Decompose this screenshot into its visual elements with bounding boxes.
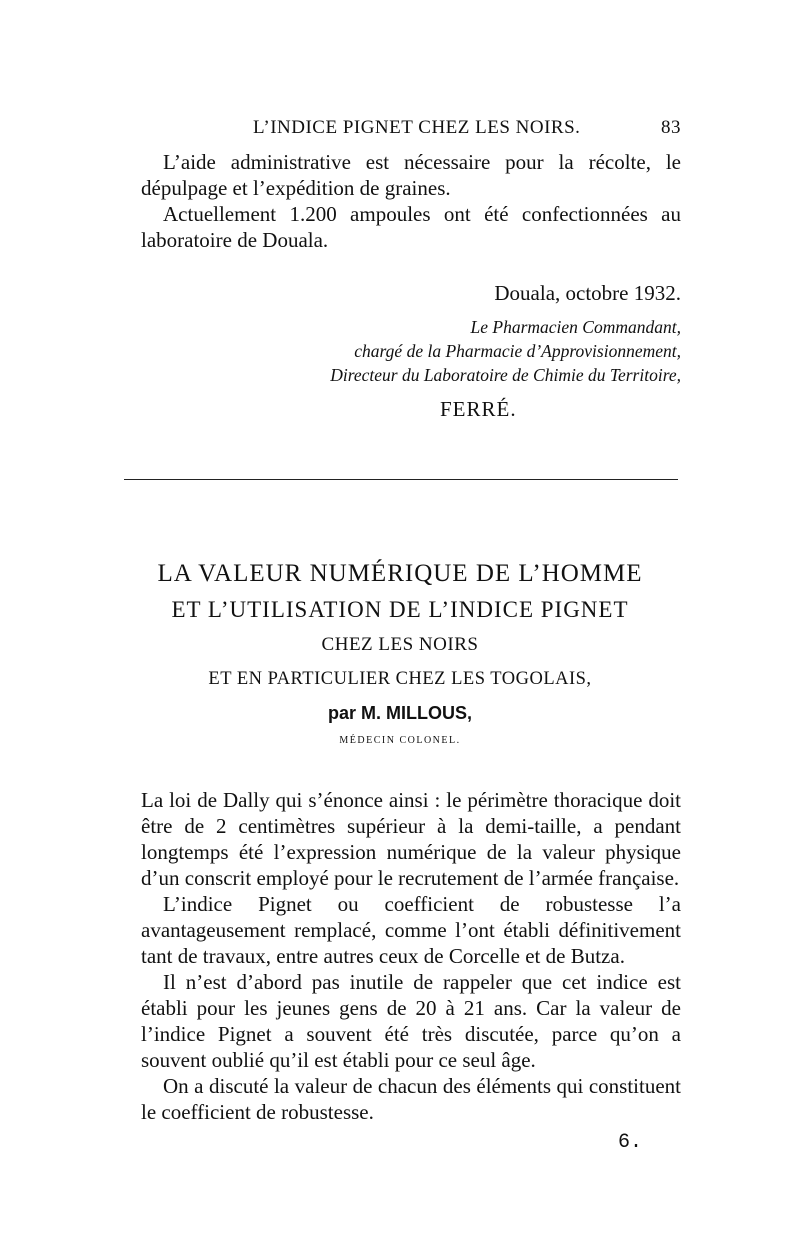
signature-role-line: Directeur du Laboratoire de Chimie du Territoire,	[330, 365, 681, 385]
paragraph: L’aide administrative est nécessaire pour la récolte, le dépulpage et l’expédition de graines.	[141, 150, 681, 200]
article-title-line: LA VALEUR NUMÉRIQUE DE L’HOMME	[157, 560, 643, 587]
signature-place-date: Douala, octobre 1932.	[494, 281, 681, 305]
paragraph: On a discuté la valeur de chacun des éléments qui constituent le coefficient de robustesse.	[141, 1074, 681, 1124]
article-body	[141, 787, 681, 1125]
intro-text	[141, 149, 681, 253]
section-divider	[124, 479, 678, 480]
signature-role-line: chargé de la Pharmacie d’Approvisionnement,	[354, 341, 681, 361]
article-author-role: MÉDECIN COLONEL.	[339, 735, 461, 746]
paragraph: Actuellement 1.200 ampoules ont été confectionnées au laboratoire de Douala.	[141, 202, 681, 252]
signature-role	[300, 315, 681, 387]
article-title-line: ET L’UTILISATION DE L’INDICE PIGNET	[171, 597, 629, 622]
signature-name: FERRÉ.	[440, 397, 517, 421]
article-title-line: CHEZ LES NOIRS	[321, 634, 479, 655]
page-number: 83	[661, 117, 681, 138]
folio-signature-mark: 6.	[618, 1131, 643, 1154]
paragraph: Il n’est d’abord pas inutile de rappeler que cet indice est établi pour les jeunes gens de 20 à 21 ans. Car la valeur de l’indice Pignet a souvent été très discutée, parce qu’on a souvent oublié qu’il est établi pour ce seul âge.	[141, 970, 681, 1072]
article-author: par M. MILLOUS,	[328, 703, 472, 723]
paragraph: L’indice Pignet ou coefficient de robustesse l’a avantageusement remplacé, comme l’ont établi définitivement tant de travaux, entre autres ceux de Corcelle et de Butza.	[141, 892, 681, 968]
article-subtitle: ET EN PARTICULIER CHEZ LES TOGOLAIS,	[208, 669, 592, 689]
running-title: L’INDICE PIGNET CHEZ LES NOIRS.	[253, 117, 581, 138]
signature-role-line: Le Pharmacien Commandant,	[470, 317, 681, 337]
paragraph: La loi de Dally qui s’énonce ainsi : le périmètre thoracique doit être de 2 centimètres supérieur à la demi-taille, a pendant longtemps été l’expression numérique de la valeur physique d’un conscrit employé pour le recrutement de l’armée française.	[141, 788, 681, 890]
